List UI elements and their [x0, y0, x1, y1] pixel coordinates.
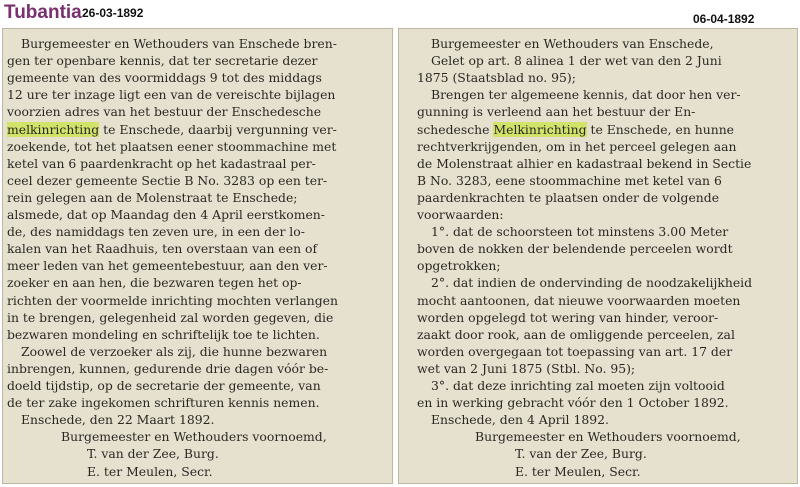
text-line: de ter zake ingekomen schrifturen kennis nemen.	[7, 395, 320, 411]
text-line: Burgemeester en Wethouders voornoemd,	[61, 429, 327, 445]
publication-date-left: 26-03-1892	[82, 6, 144, 20]
publication-date-right: 06-04-1892	[693, 12, 755, 26]
highlighted-term: melkinrichting	[7, 121, 100, 137]
text-line: rein gelegen aan de Molenstraat te Enschede;	[7, 189, 298, 205]
text-line: voorwaarden:	[417, 207, 504, 222]
text-line: worden opgelegd tot wering van hinder, veroor-	[417, 309, 719, 325]
text-line: E. ter Meulen, Secr.	[515, 463, 641, 479]
text-line: Burgemeester en Wethouders voornoemd,	[475, 429, 741, 445]
text-line: zoeker en aan hen, die bezwaren tegen het op-	[7, 275, 302, 291]
text-line: gemeente van des voormiddags 9 tot des middags	[7, 70, 322, 86]
text-line: boven de nokken der belendende perceelen wordt	[417, 241, 733, 257]
text-line: en in werking gebracht vóór den 1 October 1892.	[417, 395, 729, 411]
newspaper-title: Tubantia	[4, 2, 82, 23]
text-line: paardenkrachten te plaatsen onder de volgende	[417, 189, 720, 205]
text-line: Gelet op art. 8 alinea 1 der wet van den 2 Juni	[431, 53, 722, 69]
text-line: E. ter Meulen, Secr.	[87, 463, 213, 479]
text-line: B No. 3283, eene stoommachine met ketel van 6	[417, 172, 722, 188]
text-line: zaakt door rook, aan de omliggende perceelen, zal	[417, 326, 735, 342]
text-line: wet van 2 Juni 1875 (Stbl. No. 95);	[417, 360, 636, 376]
text-line: meer leden van het gemeentebestuur, aan den ver-	[7, 258, 328, 274]
text-line: 12 ure ter inzage ligt een van de vereischte bijlagen	[7, 87, 336, 103]
text-line: gunning is verleend aan het bestuur der En-	[417, 104, 696, 120]
text-line: Burgemeester en Wethouders van Enschede bren-	[21, 36, 337, 51]
text-line: T. van der Zee, Burg.	[515, 446, 647, 462]
text-line: melkinrichting te Enschede, daarbij vergunning ver-	[7, 121, 337, 137]
text-line: Burgemeester en Wethouders van Enschede,	[431, 36, 714, 51]
text-line: inbrengen, kunnen, gedurende drie dagen vóór be-	[7, 360, 329, 376]
text-line: Zoowel de verzoeker als zij, die hunne bezwaren	[21, 343, 328, 359]
right-newspaper-clipping	[398, 28, 798, 484]
text-line: kalen van het Raadhuis, ten overstaan van een of	[7, 241, 318, 257]
text-line: richten der voormelde inrichting mochten verlangen	[7, 292, 338, 308]
text-line: T. van der Zee, Burg.	[87, 446, 219, 462]
text-line: ketel van 6 paardenkracht op het kadastraal per-	[7, 155, 316, 171]
text-line: Brengen ter algemeene kennis, dat door hen ver-	[431, 87, 741, 103]
highlighted-term: Melkinrichting	[493, 121, 587, 137]
text-line: worden overgegaan tot toepassing van art. 17 der	[417, 343, 733, 359]
left-newspaper-clipping	[2, 28, 393, 484]
text-line: gen ter openbare kennis, dat ter secretarie dezer	[7, 53, 318, 69]
text-line: 1875 (Staatsblad no. 95);	[417, 70, 576, 86]
text-line: de Molenstraat alhier en kadastraal bekend in Sectie	[417, 155, 752, 171]
text-line: de, des namiddags ten zeven ure, in een der lo-	[7, 224, 305, 240]
text-line: alsmede, dat op Maandag den 4 April eerstkomen-	[7, 207, 325, 222]
text-line: zoekende, tot het plaatsen eener stoommachine met	[7, 138, 337, 154]
text-line: doeld tijdstip, op de secretarie der gemeente, van	[7, 378, 321, 393]
text-line: ceel dezer gemeente Sectie B No. 3283 op een ter-	[7, 172, 328, 188]
text-line: schedesche Melkinrichting te Enschede, en hunne	[417, 121, 735, 137]
text-line: Enschede, den 4 April 1892.	[431, 412, 609, 428]
text-line: Enschede, den 22 Maart 1892.	[21, 412, 215, 428]
text-line: 1°. dat de schoorsteen tot minstens 3.00 Meter	[431, 224, 729, 240]
text-line: 2°. dat indien de ondervinding de noodzakelijkheid	[431, 275, 753, 291]
text-line: 3°. dat deze inrichting zal moeten zijn voltooid	[431, 378, 725, 393]
text-line: rechtverkrijgenden, om in het perceel gelegen aan	[417, 138, 737, 154]
text-line: mocht aantoonen, dat nieuwe voorwaarden moeten	[417, 292, 741, 308]
text-line: in te brengen, gelegenheid zal worden gegeven, die	[7, 309, 334, 325]
text-line: bezwaren mondeling en schriftelijk toe te lichten.	[7, 326, 320, 342]
text-line: opgetrokken;	[417, 258, 501, 274]
text-line: voorzien adres van het bestuur der Enschedesche	[7, 104, 322, 120]
